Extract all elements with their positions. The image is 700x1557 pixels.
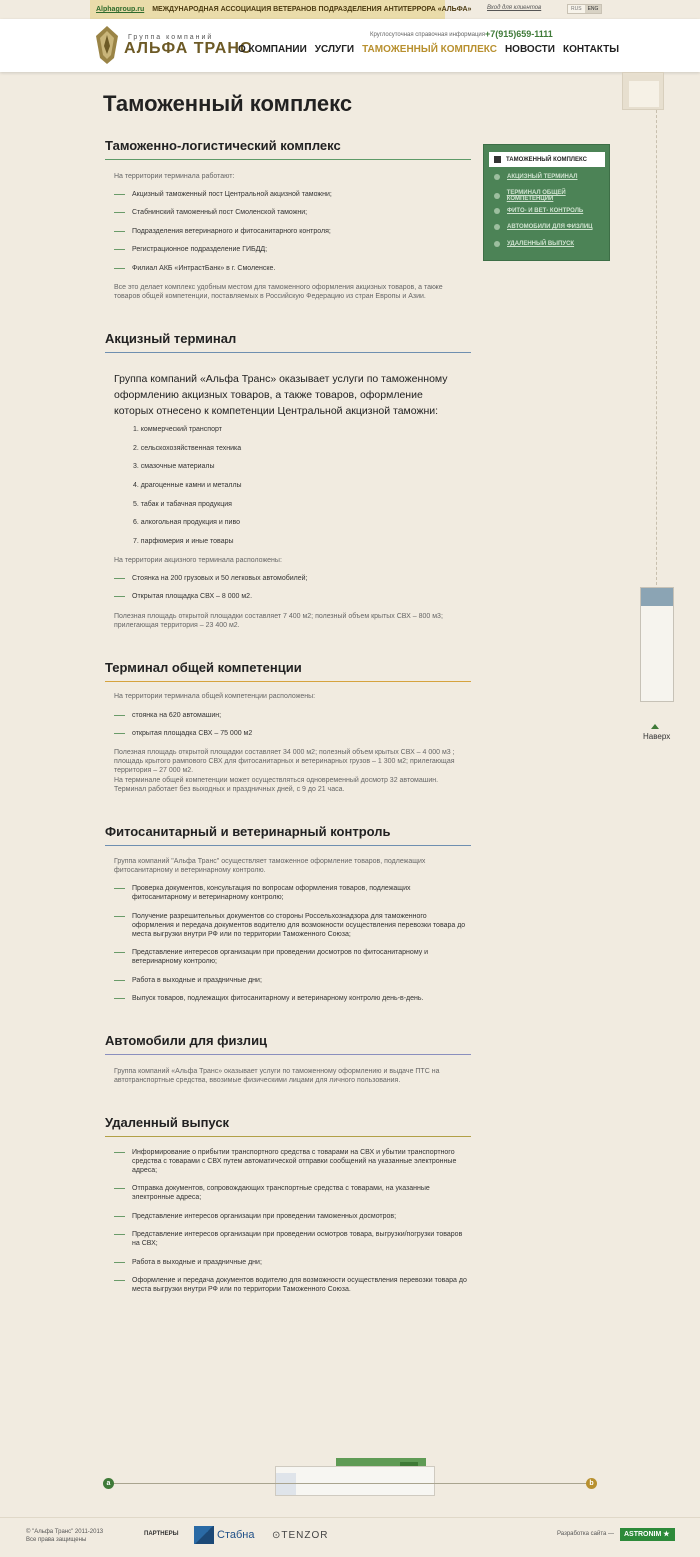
- stabna-name: Стабна: [217, 1529, 255, 1541]
- section-lead: Группа компаний «Альфа Транс» оказывает услуги по таможенному оформлению акцизных товаров, а также товаров, оформление которых отнесено к компетенции Центральной акцизной таможни:: [114, 373, 448, 417]
- sidebar-item-excise-terminal[interactable]: [494, 174, 578, 180]
- sidebar-item-remote-release[interactable]: [494, 241, 574, 247]
- logo-subtitle: Группа компаний: [128, 34, 214, 41]
- tenzor-name: TENZOR: [281, 1530, 329, 1541]
- list-item: 5. табак и табачная продукция: [133, 501, 232, 508]
- section-divider: [105, 352, 471, 353]
- nav-customs-complex[interactable]: ТАМОЖЕННЫЙ КОМПЛЕКС: [362, 44, 497, 55]
- section-title-private-cars: Автомобили для физлиц: [105, 1033, 268, 1048]
- developer-link[interactable]: ASTRONIM ★: [620, 1528, 675, 1541]
- section-sidebar: [483, 144, 610, 261]
- list-item: 4. драгоценные камни и металлы: [133, 482, 242, 489]
- dot-bullet-icon: [494, 241, 500, 247]
- section-title-phyto: Фитосанитарный и ветеринарный контроль: [105, 824, 391, 839]
- square-bullet-icon: [494, 156, 501, 163]
- section-divider: [105, 1136, 471, 1137]
- point-b-marker: b: [586, 1478, 597, 1489]
- scroll-track-decoration: [656, 110, 657, 595]
- sidebar-item-label: АВТОМОБИЛИ ДЛЯ ФИЗЛИЦ: [507, 224, 593, 230]
- section-outro-2: На терминале общей компетенции может осуществляться одновременный досмотр 32 автомашин. Терминал работает без выходных и праздничных дней, с 9 до 21 часа.: [114, 777, 439, 793]
- point-a-marker: a: [103, 1478, 114, 1489]
- rights-text: Все права защищены: [26, 1537, 87, 1543]
- sidebar-item-private-cars[interactable]: [494, 224, 593, 230]
- section-intro: На территории терминала общей компетенции расположены:: [114, 693, 316, 700]
- back-to-top-link[interactable]: Наверх: [643, 732, 671, 741]
- list-item: Стоянка на 200 грузовых и 50 легковых автомобилей;: [114, 574, 470, 583]
- list-item: Подразделения ветеринарного и фитосанитарного контроля;: [114, 227, 470, 236]
- partner-stabna[interactable]: [194, 1526, 254, 1544]
- association-text: МЕЖДУНАРОДНАЯ АССОЦИАЦИЯ ВЕТЕРАНОВ ПОДРАЗДЕЛЕНИЯ АНТИТЕРРОРА «АЛЬФА»: [152, 6, 472, 13]
- language-switcher: [567, 4, 602, 14]
- list-item: стоянка на 620 автомашин;: [114, 711, 470, 720]
- section-outro: Полезная площадь открытой площадки составляет 34 000 м2; полезный объем крытых СВХ – 4 000 м3 ; площадь крытого рампового СВХ для фитосанитарных и ветеринарных грузов – 1 300 м2; прилегающая территория – 27 000 м2.: [114, 749, 455, 774]
- page-title: Таможенный комплекс: [103, 91, 353, 116]
- sidebar-item-label: ТЕРМИНАЛ ОБЩЕЙ КОМПЕТЕНЦИИ: [506, 190, 566, 202]
- sidebar-item-general-terminal[interactable]: [494, 190, 609, 202]
- main-nav: [238, 44, 619, 55]
- site-header: [0, 19, 700, 72]
- list-item: Работа в выходные и праздничные дни;: [114, 976, 470, 985]
- list-item: 6. алкогольная продукция и пиво: [133, 519, 240, 526]
- list-item: Представление интересов организации при проведении осмотров товара, выгрузки/погрузки товаров на СВХ;: [114, 1230, 470, 1248]
- section-intro: Группа компаний "Альфа Транс" осуществляет таможенное оформление товаров, подлежащих фитосанитарному и ветеринарному контролю.: [114, 858, 426, 874]
- nav-about[interactable]: О КОМПАНИИ: [238, 44, 307, 55]
- truck-scroll-indicator: [640, 587, 674, 702]
- white-truck-illustration: [275, 1466, 435, 1496]
- list-item: 1. коммерческий транспорт: [133, 426, 222, 433]
- association-banner: [90, 0, 472, 19]
- hotline-label: Круглосуточная справочная информация: [370, 32, 486, 38]
- list-item: Оформление и передача документов водителю для возможности осуществления перевозки товара до места выгрузки внутри РФ или по территории Таможенного Союза.: [114, 1276, 470, 1294]
- section-intro: Группа компаний «Альфа Транс» оказывает услуги по таможенному оформлению и выдаче ПТС на автотранспортные средства, ввозимые физическими лицами для личного пользования.: [114, 1068, 440, 1084]
- sidebar-item-phyto-vet[interactable]: [494, 208, 583, 214]
- copyright: [26, 1528, 103, 1544]
- partners-label: ПАРТНЕРЫ: [144, 1531, 179, 1537]
- developer-name: ASTRONIM: [624, 1531, 662, 1538]
- list-item: Представление интересов организации при проведении таможенных досмотров;: [114, 1212, 470, 1221]
- section-outro: Все это делает комплекс удобным местом для таможенного оформления акцизных товаров, а также товаров общей компетенции, поставляемых в Российскую Федерацию из стран Европы и Азии.: [114, 284, 443, 300]
- list-item: 7. парфюмерия и иные товары: [133, 538, 234, 545]
- section-title-logistics: Таможенно-логистический комплекс: [105, 138, 341, 153]
- container-decoration: [622, 72, 664, 110]
- list-item: Работа в выходные и праздничные дни;: [114, 1258, 470, 1267]
- road-line: [108, 1483, 592, 1484]
- section-intro: На территории терминала работают:: [114, 173, 235, 180]
- section-located: На территории акцизного терминала расположены:: [114, 557, 282, 564]
- section-divider: [105, 159, 471, 160]
- up-arrow-icon[interactable]: [651, 724, 659, 729]
- section-divider: [105, 1054, 471, 1055]
- sidebar-item-label: ФИТО- И ВЕТ- КОНТРОЛЬ: [507, 208, 584, 214]
- nav-services[interactable]: УСЛУГИ: [314, 44, 355, 55]
- site-footer: [0, 1517, 700, 1557]
- hotline-phone[interactable]: +7(915)659-1111: [485, 29, 553, 39]
- list-item: 3. смазочные материалы: [133, 463, 215, 470]
- logo-shield-icon[interactable]: [96, 26, 118, 64]
- list-item: Представление интересов организации при проведении досмотров по фитосанитарному и ветеринарному контролю;: [114, 948, 470, 966]
- list-item: Стабнинский таможенный пост Смоленской таможни;: [114, 208, 470, 217]
- developer-label: Разработка сайта —: [557, 1531, 615, 1537]
- list-item: 2. сельскохозяйственная техника: [133, 445, 242, 452]
- list-item: Отправка документов, сопровождающих транспортные средства с товарами, на указанные электронные адреса;: [114, 1184, 470, 1202]
- stabna-logo-icon: [194, 1526, 214, 1544]
- client-login-link[interactable]: Вход для клиентов: [487, 5, 542, 11]
- dot-bullet-icon: [494, 224, 500, 230]
- list-item: Информирование о прибытии транспортного средства с товарами на СВХ и убытии транспортного средства с товарами с СВХ путем автоматической отправки сообщений на указанные электронные адреса;: [114, 1148, 470, 1175]
- nav-news[interactable]: НОВОСТИ: [504, 44, 555, 55]
- list-item: Филиал АКБ «ИнтрастБанк» в г. Смоленске.: [114, 264, 470, 273]
- section-title-excise: Акцизный терминал: [105, 331, 237, 346]
- dot-bullet-icon: [494, 208, 500, 214]
- top-strip: [0, 0, 700, 19]
- section-divider: [105, 681, 471, 682]
- section-outro: Полезная площадь открытой площадки составляет 7 400 м2; полезный объем крытых СВХ – 800 м3; прилегающая территория – 23 400 м2.: [114, 613, 443, 629]
- alphagroup-link[interactable]: Alphagroup.ru: [96, 6, 145, 13]
- lang-ru-button[interactable]: RUS: [568, 5, 585, 13]
- list-item: Акцизный таможенный пост Центральной акцизной таможни;: [114, 190, 470, 199]
- list-item: Регистрационное подразделение ГИБДД;: [114, 245, 470, 254]
- copyright-text: © "Альфа Транс" 2011-2013: [26, 1529, 104, 1535]
- section-title-general: Терминал общей компетенции: [105, 660, 302, 675]
- partner-tenzor[interactable]: ⊙TENZOR: [272, 1530, 329, 1541]
- section-divider: [105, 845, 471, 846]
- sidebar-item-label: УДАЛЕННЫЙ ВЫПУСК: [507, 241, 575, 247]
- sidebar-active-label: ТАМОЖЕННЫЙ КОМПЛЕКС: [506, 156, 587, 163]
- dot-bullet-icon: [494, 193, 500, 199]
- sidebar-item-customs-complex[interactable]: [489, 152, 605, 167]
- dot-bullet-icon: [494, 174, 500, 180]
- list-item: Проверка документов, консультация по вопросам оформления товаров, подлежащих фитосанитарному и ветеринарному контролю;: [114, 884, 470, 902]
- list-item: Открытая площадка СВХ – 8 000 м2.: [114, 592, 470, 601]
- sidebar-item-label: АКЦИЗНЫЙ ТЕРМИНАЛ: [507, 174, 578, 180]
- nav-contacts[interactable]: КОНТАКТЫ: [562, 44, 620, 55]
- list-item: Получение разрешительных документов со стороны Россельхознадзора для таможенного оформления и передача документов водителю для возможности осуществления перевозки товара до места выгрузки внутри РФ или по территории Таможенного Союза;: [114, 912, 470, 939]
- list-item: Выпуск товаров, подлежащих фитосанитарному и ветеринарному контролю день-в-день.: [114, 994, 470, 1003]
- list-item: открытая площадка СВХ – 75 000 м2: [114, 729, 470, 738]
- logo-name[interactable]: АЛЬФА ТРАНС: [124, 40, 253, 57]
- lang-en-button[interactable]: ENG: [585, 5, 602, 13]
- section-title-remote-release: Удаленный выпуск: [105, 1115, 230, 1130]
